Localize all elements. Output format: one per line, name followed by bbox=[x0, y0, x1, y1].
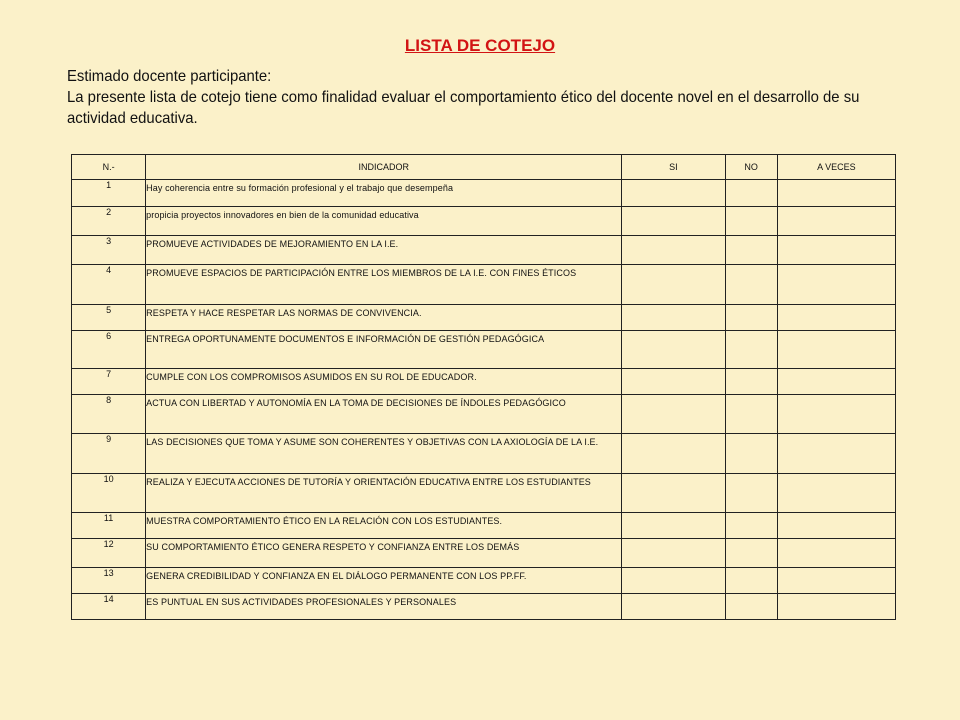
cell-a-veces[interactable] bbox=[777, 474, 895, 513]
row-indicador: ES PUNTUAL EN SUS ACTIVIDADES PROFESIONALES Y PERSONALES bbox=[146, 594, 622, 620]
cell-a-veces[interactable] bbox=[777, 369, 895, 395]
row-number: 12 bbox=[72, 539, 146, 568]
row-number: 11 bbox=[72, 513, 146, 539]
row-number: 9 bbox=[72, 434, 146, 474]
cell-si[interactable] bbox=[622, 395, 725, 434]
table-row bbox=[72, 180, 896, 207]
table-row bbox=[72, 369, 896, 395]
cell-si[interactable] bbox=[622, 434, 725, 474]
header-a-veces: A VECES bbox=[777, 155, 895, 180]
table-row bbox=[72, 568, 896, 594]
cell-no[interactable] bbox=[725, 207, 777, 236]
row-number: 10 bbox=[72, 474, 146, 513]
row-indicador: ACTUA CON LIBERTAD Y AUTONOMÍA EN LA TOMA DE DECISIONES DE ÍNDOLES PEDAGÓGICO bbox=[146, 395, 622, 434]
row-indicador: CUMPLE CON LOS COMPROMISOS ASUMIDOS EN SU ROL DE EDUCADOR. bbox=[146, 369, 622, 395]
row-indicador: propicia proyectos innovadores en bien de la comunidad educativa bbox=[146, 207, 622, 236]
row-indicador: REALIZA Y EJECUTA ACCIONES DE TUTORÍA Y ORIENTACIÓN EDUCATIVA ENTRE LOS ESTUDIANTES bbox=[146, 474, 622, 513]
table-row bbox=[72, 331, 896, 369]
cell-si[interactable] bbox=[622, 180, 725, 207]
cell-si[interactable] bbox=[622, 474, 725, 513]
table-row bbox=[72, 594, 896, 620]
row-number: 13 bbox=[72, 568, 146, 594]
row-indicador: LAS DECISIONES QUE TOMA Y ASUME SON COHERENTES Y OBJETIVAS CON LA AXIOLOGÍA DE LA I.E. bbox=[146, 434, 622, 474]
row-indicador: GENERA CREDIBILIDAD Y CONFIANZA EN EL DIÁLOGO PERMANENTE CON LOS PP.FF. bbox=[146, 568, 622, 594]
cell-no[interactable] bbox=[725, 331, 777, 369]
row-number: 6 bbox=[72, 331, 146, 369]
cell-a-veces[interactable] bbox=[777, 395, 895, 434]
cell-a-veces[interactable] bbox=[777, 568, 895, 594]
cell-no[interactable] bbox=[725, 395, 777, 434]
cell-a-veces[interactable] bbox=[777, 594, 895, 620]
cell-si[interactable] bbox=[622, 236, 725, 265]
cell-no[interactable] bbox=[725, 539, 777, 568]
cell-a-veces[interactable] bbox=[777, 331, 895, 369]
table-row bbox=[72, 395, 896, 434]
table-row bbox=[72, 236, 896, 265]
intro-text bbox=[67, 66, 860, 129]
table-row bbox=[72, 207, 896, 236]
table-row bbox=[72, 539, 896, 568]
row-number: 5 bbox=[72, 305, 146, 331]
cell-a-veces[interactable] bbox=[777, 305, 895, 331]
cell-si[interactable] bbox=[622, 539, 725, 568]
table-row bbox=[72, 305, 896, 331]
row-indicador: ENTREGA OPORTUNAMENTE DOCUMENTOS E INFORMACIÓN DE GESTIÓN PEDAGÓGICA bbox=[146, 331, 622, 369]
cell-si[interactable] bbox=[622, 207, 725, 236]
cell-a-veces[interactable] bbox=[777, 265, 895, 305]
cell-no[interactable] bbox=[725, 236, 777, 265]
table-row bbox=[72, 434, 896, 474]
header-si: SI bbox=[622, 155, 725, 180]
table-row bbox=[72, 265, 896, 305]
intro-line-2: actividad educativa. bbox=[67, 110, 198, 127]
row-indicador: Hay coherencia entre su formación profesional y el trabajo que desempeña bbox=[146, 180, 622, 207]
cell-a-veces[interactable] bbox=[777, 539, 895, 568]
cell-no[interactable] bbox=[725, 513, 777, 539]
cell-a-veces[interactable] bbox=[777, 236, 895, 265]
row-indicador: PROMUEVE ACTIVIDADES DE MEJORAMIENTO EN LA I.E. bbox=[146, 236, 622, 265]
cell-a-veces[interactable] bbox=[777, 513, 895, 539]
row-number: 4 bbox=[72, 265, 146, 305]
cell-no[interactable] bbox=[725, 369, 777, 395]
cell-si[interactable] bbox=[622, 305, 725, 331]
cell-no[interactable] bbox=[725, 474, 777, 513]
table-row bbox=[72, 513, 896, 539]
row-number: 7 bbox=[72, 369, 146, 395]
table-row bbox=[72, 474, 896, 513]
cell-si[interactable] bbox=[622, 331, 725, 369]
header-no: NO bbox=[725, 155, 777, 180]
cell-si[interactable] bbox=[622, 369, 725, 395]
row-number: 2 bbox=[72, 207, 146, 236]
cell-no[interactable] bbox=[725, 265, 777, 305]
checklist-table bbox=[71, 154, 896, 620]
cell-si[interactable] bbox=[622, 513, 725, 539]
page-title: LISTA DE COTEJO bbox=[404, 36, 556, 55]
row-number: 1 bbox=[72, 180, 146, 207]
cell-no[interactable] bbox=[725, 305, 777, 331]
row-number: 8 bbox=[72, 395, 146, 434]
cell-no[interactable] bbox=[725, 568, 777, 594]
row-indicador: SU COMPORTAMIENTO ÉTICO GENERA RESPETO Y CONFIANZA ENTRE LOS DEMÁS bbox=[146, 539, 622, 568]
table-header-row bbox=[72, 155, 896, 180]
header-indicador: INDICADOR bbox=[146, 155, 622, 180]
row-number: 3 bbox=[72, 236, 146, 265]
cell-no[interactable] bbox=[725, 180, 777, 207]
cell-a-veces[interactable] bbox=[777, 207, 895, 236]
row-indicador: MUESTRA COMPORTAMIENTO ÉTICO EN LA RELACIÓN CON LOS ESTUDIANTES. bbox=[146, 513, 622, 539]
header-number: N.- bbox=[72, 155, 146, 180]
cell-no[interactable] bbox=[725, 434, 777, 474]
intro-line-1: La presente lista de cotejo tiene como finalidad evaluar el comportamiento ético del docente novel en el desarrollo de su bbox=[67, 89, 860, 106]
row-number: 14 bbox=[72, 594, 146, 620]
row-indicador: PROMUEVE ESPACIOS DE PARTICIPACIÓN ENTRE LOS MIEMBROS DE LA I.E. CON FINES ÉTICOS bbox=[146, 265, 622, 305]
cell-si[interactable] bbox=[622, 568, 725, 594]
intro-greeting: Estimado docente participante: bbox=[67, 68, 272, 85]
cell-si[interactable] bbox=[622, 594, 725, 620]
row-indicador: RESPETA Y HACE RESPETAR LAS NORMAS DE CONVIVENCIA. bbox=[146, 305, 622, 331]
cell-a-veces[interactable] bbox=[777, 434, 895, 474]
cell-si[interactable] bbox=[622, 265, 725, 305]
cell-a-veces[interactable] bbox=[777, 180, 895, 207]
cell-no[interactable] bbox=[725, 594, 777, 620]
